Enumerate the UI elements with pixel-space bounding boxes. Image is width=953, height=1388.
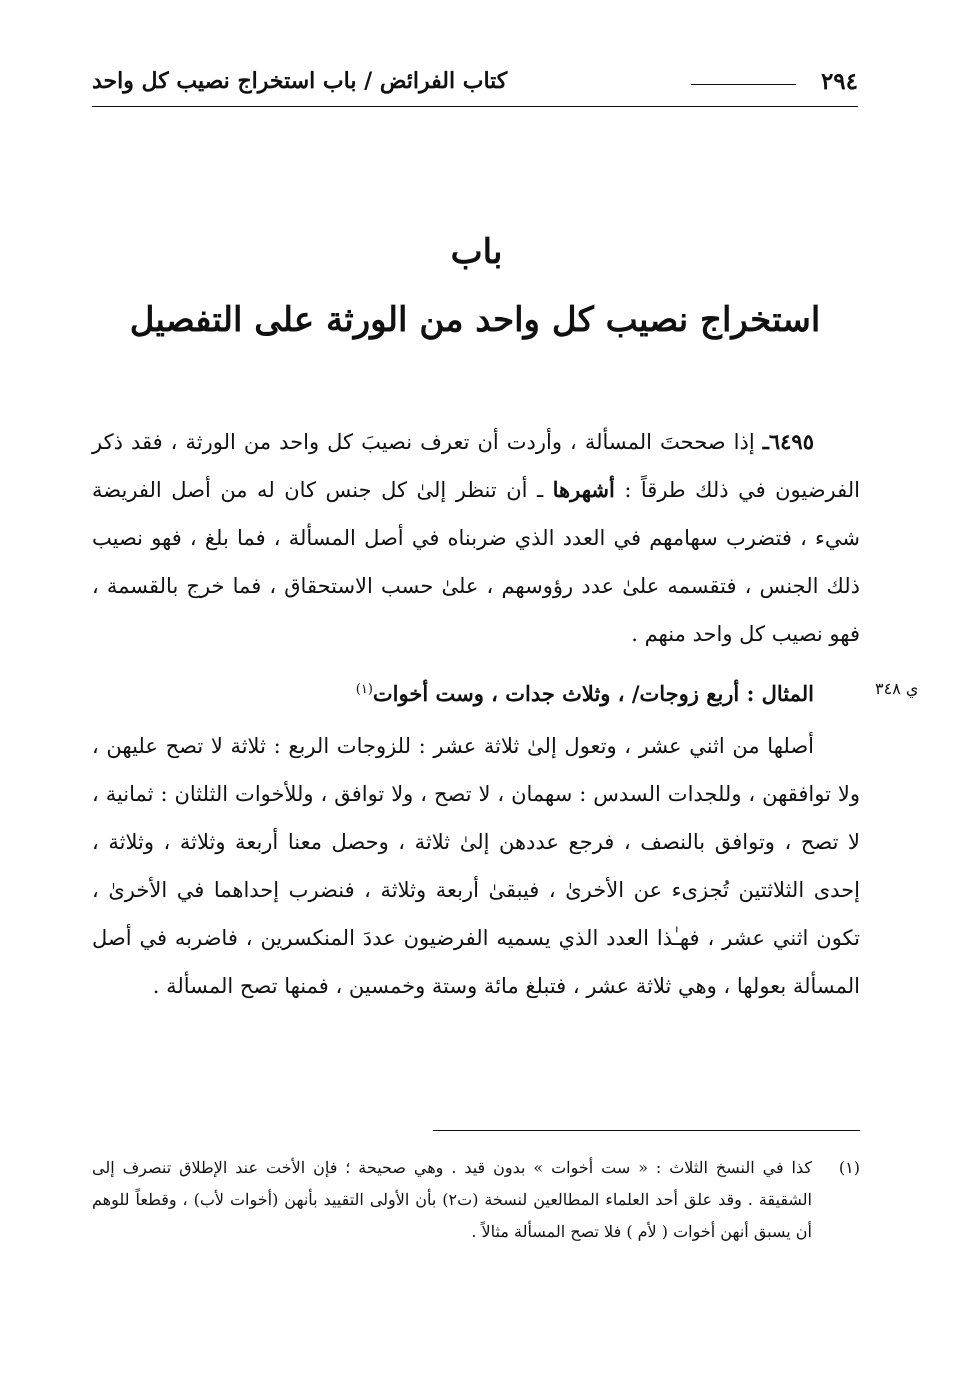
header-rule xyxy=(691,84,796,85)
chapter-label: باب xyxy=(450,232,503,272)
paragraph-text-a: إذا صححتَ المسألة ، وأردت أن تعرف نصيبَ كل واحد من الورثة ، فقد ذكر الفرضيون في ذلك طرقاً : xyxy=(92,430,861,502)
footnote-separator xyxy=(433,1130,860,1131)
example-line xyxy=(92,670,860,718)
page-number: ٢٩٤ xyxy=(820,68,858,95)
footnote-text: كذا في النسخ الثلاث : « ست أخوات » بدون قيد . وهي صحيحة ؛ فإن الأخت عند الإطلاق تنصرف إلى الشقيقة . وقد علق أحد العلماء المطالعين لنسخة (ت٢) بأن الأولى التقييد بأنهن (أخوات لأب) ، وقطعاً للوهم أن يسبق أنهن أخوات ( لأم ) فلا تصح المسألة مثالاً . xyxy=(92,1158,812,1241)
example-text: المثال : أربع زوجات/ ، وثلاث جدات ، وست أخوات xyxy=(372,681,814,706)
page-header xyxy=(92,62,858,107)
paragraph-text-b: ـ أن تنظر إلىٰ كل جنس كان له من أصل الفريضة شيء ، فتضرب سهامهم في العدد الذي ضربناه في أصل المسألة ، فما بلغ ، فهو نصيب ذلك الجنس ، فتقسمه علىٰ عدد رؤوسهم ، علىٰ حسب الاستحقاق ، فما خرج بالقسمة ، فهو نصيب كل واحد منهم . xyxy=(92,478,860,646)
running-title: كتاب الفرائض / باب استخراج نصيب كل واحد xyxy=(92,68,508,94)
footnote-marker: (١) xyxy=(838,1158,860,1177)
example-explanation xyxy=(92,722,860,1010)
footnote xyxy=(92,1152,860,1248)
paragraph-6495 xyxy=(92,418,860,658)
explanation-text: أصلها من اثني عشر ، وتعول إلىٰ ثلاثة عشر : للزوجات الربع : ثلاثة لا تصح عليهن ، ولا توافقهن ، وللجدات السدس : سهمان ، لا تصح ، ولا توافق ، وللأخوات الثلثان : ثمانية ، لا تصح ، وتوافق بالنصف ، فرجع عددهن إلىٰ ثلاثة ، وحصل معنا أربعة وثلاثة ، وثلاثة ، إحدى الثلاثتين تُجزىء عن الأخرىٰ ، فيبقىٰ أربعة وثلاثة ، فنضرب إحداهما في الأخرىٰ ، تكون اثني عشر ، فهـٰذا العدد الذي يسميه الفرضيون عددَ المنكسرين ، فاضربه في أصل المسألة بعولها ، وهي ثلاثة عشر ، فتبلغ مائة وستة وخمسين ، فمنها تصح المسألة . xyxy=(92,734,860,998)
paragraph-bold-term: أشهرها xyxy=(552,477,615,502)
paragraph-number: ٦٤٩٥ـ xyxy=(762,429,814,454)
manuscript-margin-note: ي ٣٤٨ xyxy=(875,679,919,698)
footnote-ref[interactable]: (١) xyxy=(355,682,373,697)
chapter-title: استخراج نصيب كل واحد من الورثة على التفصيل xyxy=(129,300,821,340)
